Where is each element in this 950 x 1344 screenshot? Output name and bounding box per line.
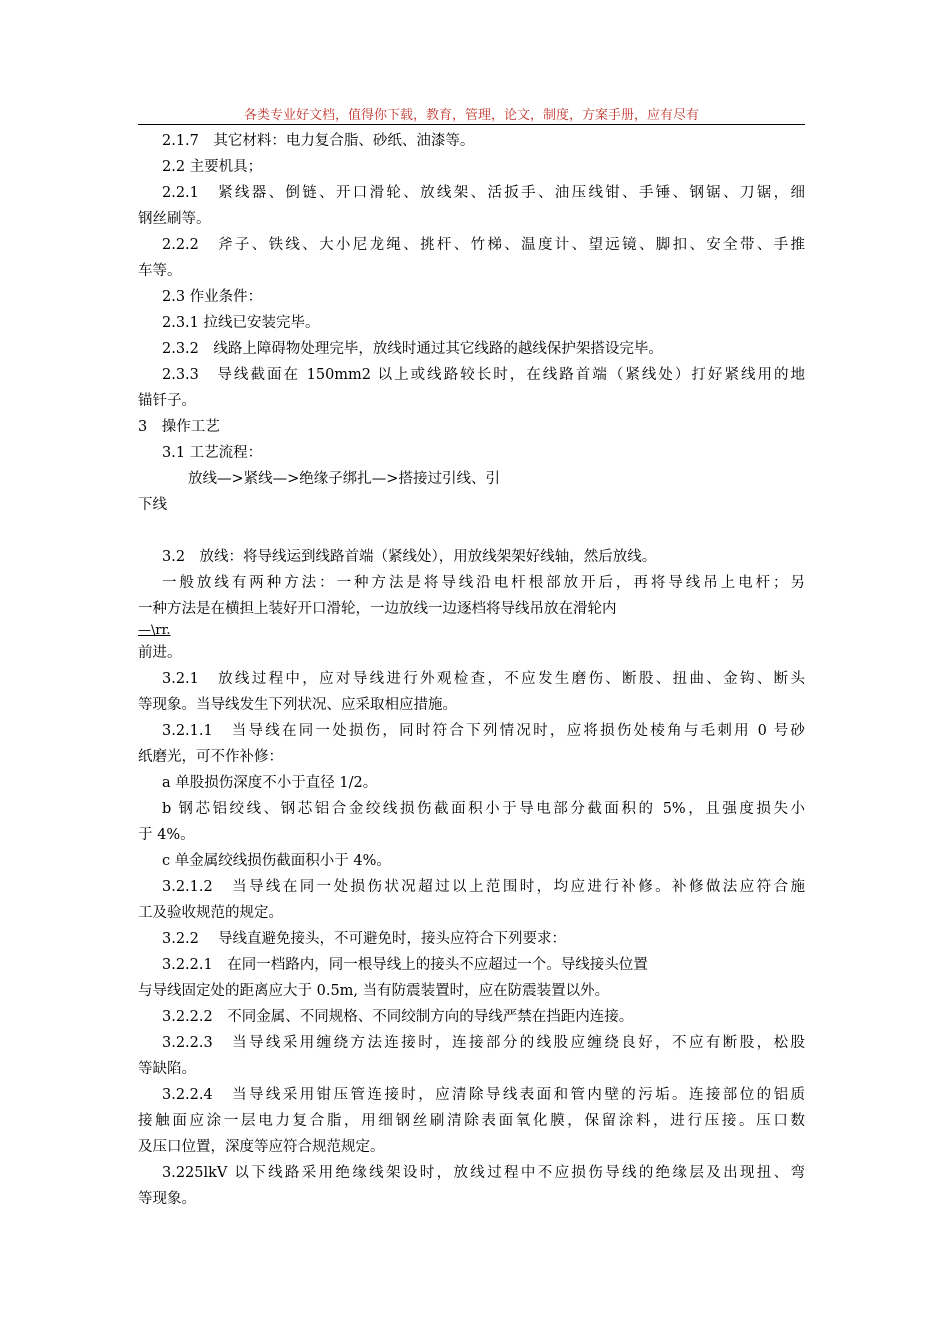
text-line: 2.2.1 紧线器、倒链、开口滑轮、放线架、活扳手、油压线钳、手锤、钢锯、刀锯，细: [162, 185, 805, 201]
text-line: 锚钎子。: [138, 393, 196, 409]
section-heading: 3 操作工艺: [138, 419, 220, 435]
text-line: 2.3 作业条件：: [162, 289, 263, 305]
text-line: 2.1.7 其它材料：电力复合脂、砂纸、油漆等。: [162, 133, 475, 149]
text-line: 2.2.2 斧子、铁线、大小尼龙绳、挑杆、竹梯、温度计、望远镜、脚扣、安全带、手推: [162, 237, 805, 253]
text-line: 纸磨光，可不作补修：: [138, 749, 283, 765]
text-line: 下线: [138, 497, 167, 513]
blank-line: [138, 518, 805, 544]
text-line: 3.2 放线：将导线运到线路首端（紧线处），用放线架架好线轴，然后放线。: [162, 549, 657, 565]
text-line: 3.2.1.1 当导线在同一处损伤，同时符合下列情况时，应将损伤处棱角与毛刺用 0 号砂: [162, 723, 805, 739]
text-line: 及压口位置，深度等应符合规范规定。: [138, 1139, 385, 1155]
text-line: 前进。: [138, 645, 182, 661]
text-line: 工及验收规范的规定。: [138, 905, 283, 921]
text-line: 等缺陷。: [138, 1061, 196, 1077]
document-body: [138, 128, 805, 1212]
text-line: 3.2.2.2 不同金属、不同规格、不同绞制方向的导线严禁在挡距内连接。: [162, 1009, 634, 1025]
text-line: 钢丝刷等。: [138, 211, 211, 227]
text-line: 3.2.1 放线过程中，应对导线进行外观检查，不应发生磨伤、断股、扭曲、金钩、断头: [162, 671, 805, 687]
text-line: 与导线固定处的距离应大于 0.5m, 当有防震装置时，应在防震装置以外。: [138, 983, 610, 999]
text-line: b 钢芯铝绞线、钢芯铝合金绞线损伤截面积小于导电部分截面积的 5%，且强度损失小: [162, 801, 805, 817]
text-line: 等现象。: [138, 1191, 196, 1207]
stray-mark: —\rr.: [138, 623, 171, 638]
text-line: 3.2.2.1 在同一档路内，同一根导线上的接头不应超过一个。导线接头位置: [162, 957, 648, 973]
text-line: 3.2.2.4 当导线采用钳压管连接时，应清除导线表面和管内壁的污垢。连接部位的铝质: [162, 1087, 805, 1103]
text-line: 一般放线有两种方法：一种方法是将导线沿电杆根部放开后，再将导线吊上电杆；另: [162, 575, 805, 591]
text-line: 等现象。当导线发生下列状况、应采取相应措施。: [138, 697, 457, 713]
text-line: 3.2.2 导线直避免接头，不可避免时，接头应符合下列要求：: [162, 931, 567, 947]
text-line: a 单股损伤深度不小于直径 1/2。: [162, 775, 378, 791]
text-line: 2.3.3 导线截面在 150mm2 以上或线路较长时，在线路首端（紧线处）打好紧线用的地: [162, 367, 805, 383]
text-line: 于 4%。: [138, 827, 195, 843]
process-flow-line: 放线—>紧线—>绝缘子绑扎—>搭接过引线、引: [188, 471, 500, 487]
text-line: 3.2.2.3 当导线采用缠绕方法连接时，连接部分的线股应缠绕良好，不应有断股，松股: [162, 1035, 805, 1051]
text-line: 3.225lkV 以下线路采用绝缘线架设时，放线过程中不应损伤导线的绝缘层及出现扭、弯: [162, 1165, 805, 1181]
text-line: 3.2.1.2 当导线在同一处损伤状况超过以上范围时，均应进行补修。补修做法应符合施: [162, 879, 805, 895]
text-line: 2.3.2 线路上障碍物处理完毕，放线时通过其它线路的越线保护架搭设完毕。: [162, 341, 663, 357]
text-line: 一种方法是在横担上装好开口滑轮，一边放线一边逐档将导线吊放在滑轮内: [138, 601, 617, 617]
page-header-banner: 各类专业好文档，值得你下载，教育，管理，论文，制度，方案手册，应有尽有: [243, 108, 699, 123]
text-line: c 单金属绞线损伤截面积小于 4%。: [162, 853, 391, 869]
text-line: 2.3.1 拉线已安装完毕。: [162, 315, 320, 331]
text-line: 2.2 主要机具；: [162, 159, 263, 175]
text-line: 车等。: [138, 263, 182, 279]
text-line: 3.1 工艺流程：: [162, 445, 263, 461]
header-rule: [138, 124, 805, 125]
text-line: 接触面应涂一层电力复合脂，用细钢丝刷清除表面氧化膜，保留涂料，进行压接。压口数: [138, 1113, 805, 1129]
